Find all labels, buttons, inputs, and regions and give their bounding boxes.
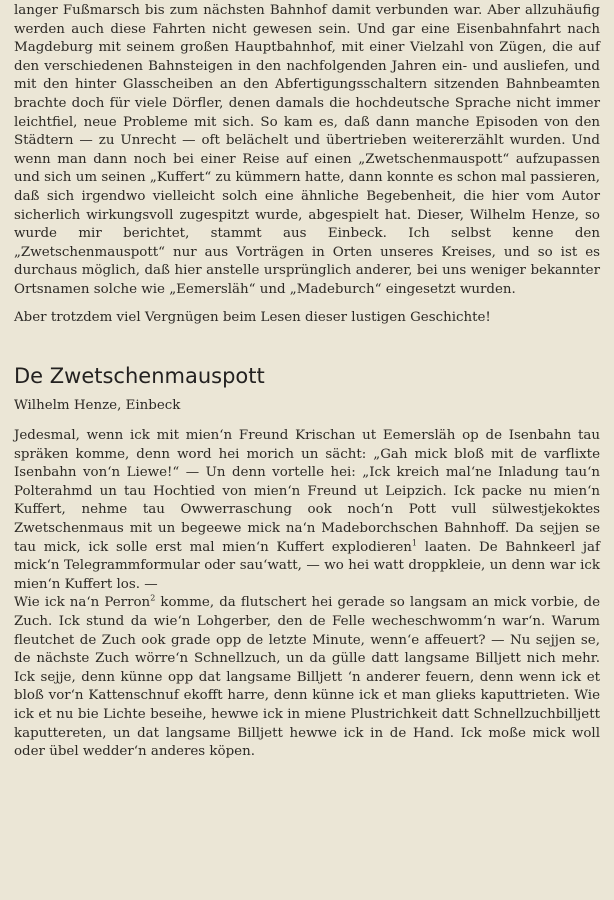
footnote-marker-1: 1 — [411, 538, 418, 548]
story-paragraph-1 — [14, 427, 600, 594]
intro-paragraph: langer Fußmarsch bis zum nächsten Bahnhof damit verbunden war. Aber allzuhäufig werden auch diese Fahrten nicht gewesen sein. Und gar eine Eisenbahnfahrt nach Magdeburg mit seinem großen Hauptbahnhof, mit einer Vielzahl von Zügen, die auf den verschiedenen Bahnsteigen in den nachfolgenden Jahren ein- und ausliefen, und mit den hinter Glasscheiben an den Abfertigungsschaltern sitzenden Bahnbeamten brachte doch für viele Dörfler, denen damals die hochdeutsche Sprache nicht immer leichtfiel, neue Probleme mit sich. So kam es, daß dann manche Episoden von den Städtern — zu Unrecht — oft belächelt und übertrieben weitererzählt wurden. Und wenn man dann noch bei einer Reise auf einen „Zwetschenmauspott“ aufzupassen und sich um seinen „Kuffert“ zu kümmern hatte, dann konnte es schon mal passieren, daß sich irgendwo vielleicht solch eine ähnliche Begebenheit, die hier vom Autor sicherlich wirkungsvoll zugespitzt wurde, abgespielt hat. Dieser, Wilhelm Henze, so wurde mir berichtet, stammt aus Einbeck. Ich selbst kenne den „Zwetschenmauspott“ nur aus Vorträgen in Orten unseres Kreises, und so ist es durchaus möglich, daß hier anstelle ursprünglich anderer, bei uns weniger bekannter Ortsnamen solche wie „Eemersläh“ und „Madeburch“ eingesetzt wurden. — [14, 3, 600, 297]
intro-closing-line: Aber trotzdem viel Vergnügen beim Lesen dieser lustigen Geschichte! — [14, 309, 491, 325]
story-paragraph-2-text-a: Wie ick na‘n Perron — [14, 595, 151, 611]
story-body — [14, 427, 600, 762]
story-paragraph-1-text-a: Jedesmal, wenn ick mit mien‘n Freund Krischan ut Eemersläh op de Isenbahn tau spräken komme, denn word hei morich un sächt: „Gah mick bloß mit de varflixte Isenbahn von‘n Liewe!“ — Un denn vortelle hei: „Ick kreich mal‘ne Inladung tau‘n Polterahmd un tau Hochtied von mien‘n Freund ut Leipzich. Ick packe nu mien‘n Kuffert, nehme tau Owwerraschung ook noch‘n Pott vull sülwestjekoktes Zwetschenmaus mit un begeewe mick na‘n Madeborchschen Bahnhoff. Da sejjen se tau mick, ick solle erst mal mien‘n Kuffert explodieren — [14, 428, 600, 555]
story-paragraph-2 — [14, 594, 600, 761]
story-title: De Zwetschenmauspott — [14, 364, 265, 389]
footnote-marker-2: 2 — [150, 593, 156, 603]
story-paragraph-1-text-b: laaten. De Bahnkeerl jaf mick‘n Telegrammformular oder sau‘watt, — wo hei watt droppkleie, un denn war ick mien‘n Kuffert los. — — [14, 539, 600, 592]
story-author: Wilhelm Henze, Einbeck — [14, 398, 181, 414]
story-paragraph-2-text-b: komme, da flutschert hei gerade so langsam an mick vorbie, de Zuch. Ick stund da wie‘n Lohgerber, den de Felle wecheschwomm‘n war‘n. Warum fleutchet de Zuch ook grade opp de letzte Minute, wenn‘e affeuert? — Nu sejjen se, de nächste Zuch wörre‘n Schnellzuch, un da gülle datt langsame Billjett nich mehr. Ick sejje, denn künne opp dat langsame Billjett ‘n anderer feuern, denn wenn ick et bloß vor‘n Kattenschnuf ekofft harre, denn künne ick et man glieks kaputtrieten. Wie ick et nu bie Lichte beseihe, hewwe ick in miene Plustrichkeit datt Schnellzuchbilljett kaputtereten, un dat langsame Billjett hewwe ick in de Hand. Ick moße mick woll oder übel wedder‘n anderes köpen. — [14, 595, 601, 760]
